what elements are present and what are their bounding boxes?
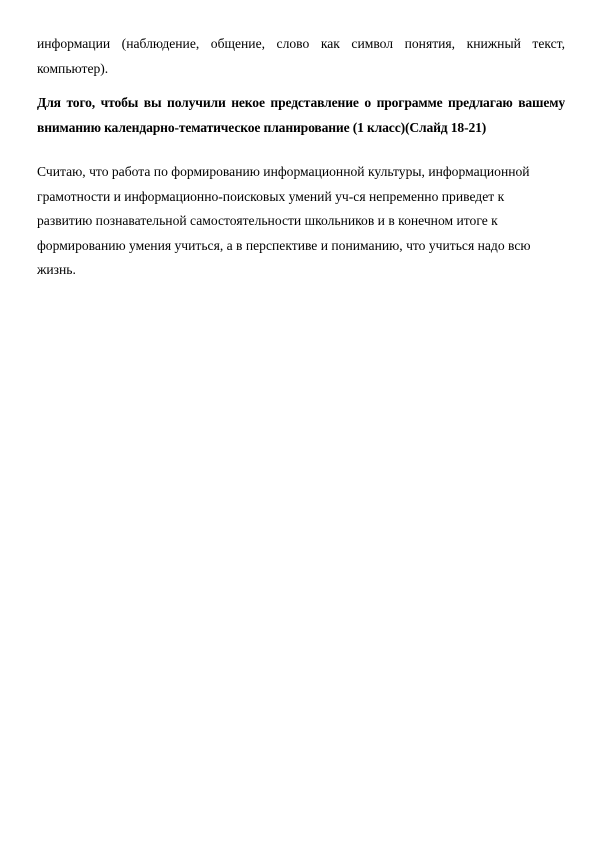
paragraph-conclusion: Считаю, что работа по формированию информационной культуры, информационной грамотности и информационно-поисковых умений уч-ся непременно приведет к развитию познавательной самостоятельности школьников и в конечном итоге к формированию умения учиться, а в перспективе и пониманию, что учиться надо всю жизнь. [37, 164, 531, 277]
paragraph-program-planning: Для того, чтобы вы получили некое представление о программе предлагаю вашему вниманию календарно-тематическое планирование (1 класс)(Слайд 18-21) [37, 95, 565, 135]
paragraph-information-sources: информации (наблюдение, общение, слово как символ понятия, книжный текст, компьютер). [37, 36, 565, 76]
